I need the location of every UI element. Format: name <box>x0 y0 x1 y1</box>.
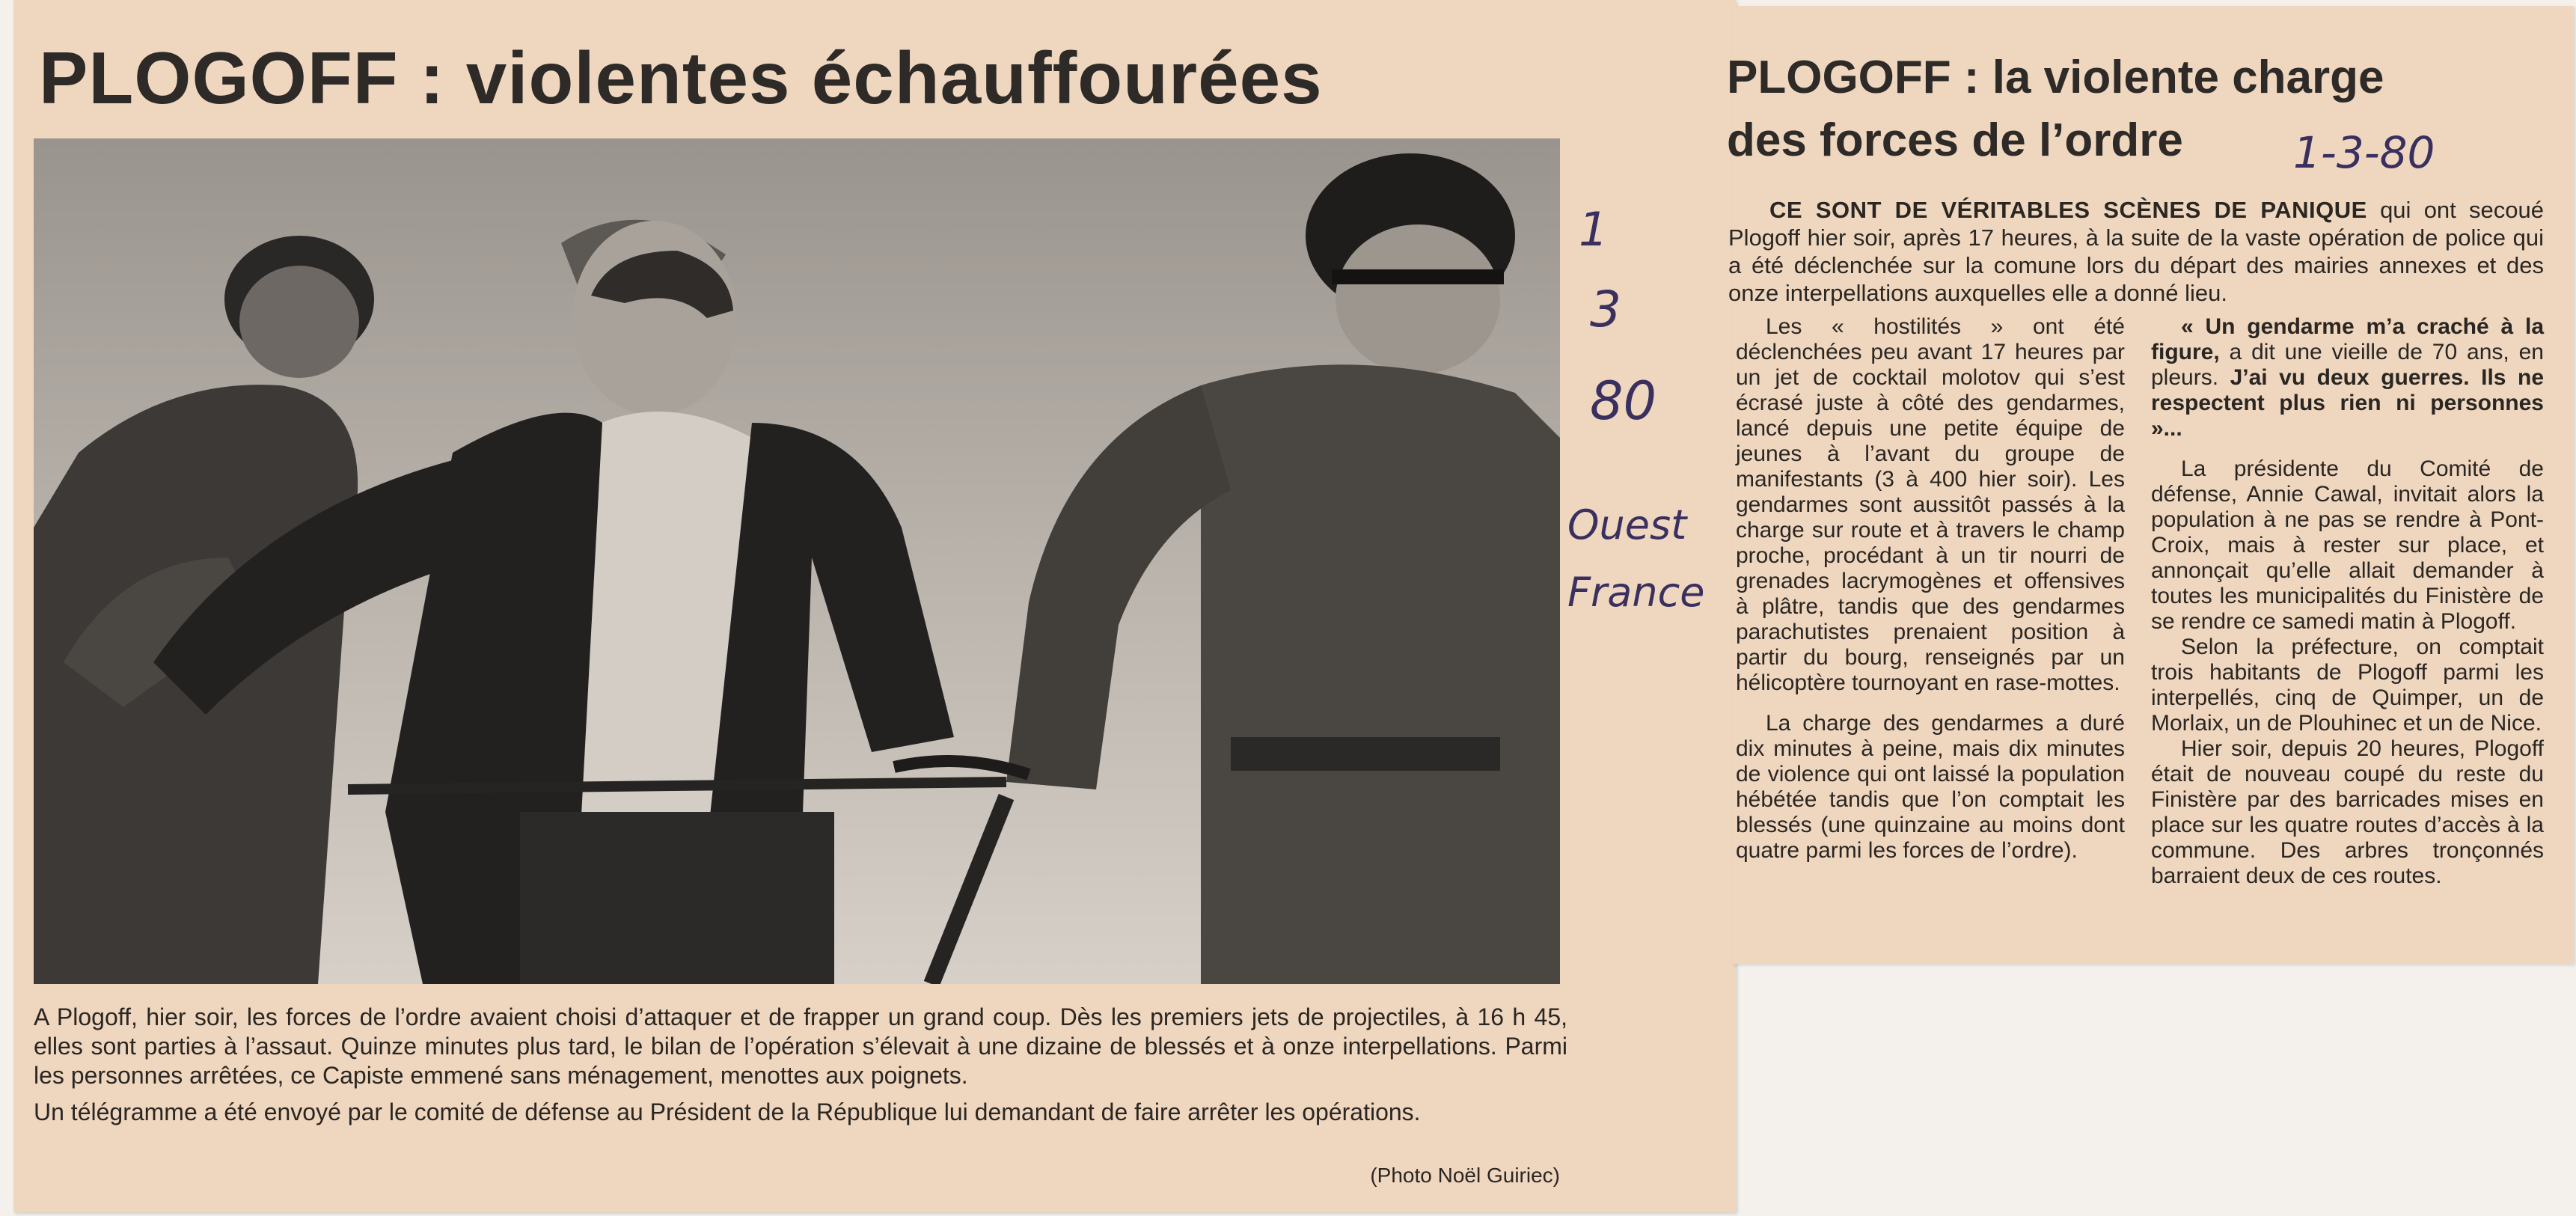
quote-part-a: « Un gendarme m’a craché à la figure, <box>2151 314 2544 364</box>
handwritten-month: 3 <box>1590 281 1621 338</box>
headline-right-line1: PLOGOFF : la violente charge <box>1727 52 2384 103</box>
column1-paragraph-1: Les « hostilités » ont été déclenchées peu avant 17 heures par un jet de cocktail molotov qui s’est écrasé juste à côté des gendarmes, lancé depuis une petite équipe de jeunes à l’avant du groupe de manifestants (3 à 400 hier soir). Les gendarmes sont aussitôt passés à la charge sur route et à travers le champ proche, procédant à un tir nourri de grenades lacrymogènes et offensives à plâtre, tandis que des gendarmes parachutistes prenaient position à partir du bourg, renseignés par un hélicoptère tournoyant en rase-mottes. <box>1736 314 2125 695</box>
column1-paragraph-2: La charge des gendarmes a duré dix minutes à peine, mais dix minutes de violence qui ont laissé la population hébétée tandis que l’on comptait les blessés (une quinzaine au moins dont quatre parmi les forces de l’ordre). <box>1736 711 2125 863</box>
handwritten-date-right: 1-3-80 <box>2293 127 2435 178</box>
quote-part-c: J’ai vu deux guerres. Ils ne respectent plus rien ni personnes »... <box>2151 365 2544 441</box>
headline-right <box>1727 46 2550 172</box>
caption-paragraph-1: A Plogoff, hier soir, les forces de l’ordre avaient choisi d’attaquer et de frapper un grand coup. Dès les premiers jets de projectiles, à 16 h 45, elles sont parties à l’assaut. Quinze minutes plus tard, le bilan de l’opération s’élevait à une dizaine de blessés et à onze interpellations. Parmi les personnes arrêtées, ce Capiste emmené sans ménagement, menottes aux poignets. <box>34 1003 1567 1089</box>
headline-right-line2: des forces de l’ordre <box>1727 114 2183 166</box>
handwritten-year: 80 <box>1590 370 1657 432</box>
article-column-2 <box>2151 314 2544 904</box>
column2-paragraph-4: Hier soir, depuis 20 heures, Plogoff était de nouveau coupé du reste du Finistère par des barricades mises en place sur les quatre routes d’accès à la commune. Des arbres tronçonnés barraient deux de ces routes. <box>2151 736 2544 888</box>
column2-paragraph-3: Selon la préfecture, on comptait trois habitants de Plogoff parmi les interpellés, cinq de Quimper, un de Morlaix, un de Plouhinec et un de Nice. <box>2151 635 2544 736</box>
column2-quote <box>2151 314 2544 442</box>
handwritten-day: 1 <box>1579 202 1609 257</box>
press-photo <box>34 138 1560 984</box>
photo-credit: (Photo Noël Guiriec) <box>1370 1164 1560 1187</box>
handwritten-source-line2: France <box>1567 569 1705 616</box>
lead-text: qui ont secoué Plogoff hier soir, après 17 heures, à la suite de la vaste opération de police qui a été déclenchée sur la comune lors du départ des mairies annexes et des onze interpellations auxquelles elle a donné lieu. <box>1728 197 2544 306</box>
photo-illustration <box>34 138 1560 984</box>
headline-left: PLOGOFF : violentes échauffourées <box>39 37 1323 119</box>
photo-caption <box>34 1003 1567 1134</box>
handwritten-source-line1: Ouest <box>1567 501 1687 549</box>
column2-paragraph-2: La présidente du Comité de défense, Annie Cawal, invitait alors la population à ne pas se rendre à Pont-Croix, mais à rester sur place, et annonçait qu’elle allait demander à toutes les municipalités du Finistère de se rendre ce samedi matin à Plogoff. <box>2151 456 2544 634</box>
article-column-1 <box>1736 314 2125 879</box>
lead-bold: CE SONT DE VÉRITABLES SCÈNES DE PANIQUE <box>1769 197 2367 223</box>
article-lead <box>1728 196 2544 307</box>
quote-part-b: a dit une vieille de 70 ans, en pleurs. <box>2151 340 2544 390</box>
caption-paragraph-2: Un télégramme a été envoyé par le comité de défense au Président de la République lui demandant de faire arrêter les opérations. <box>34 1099 1421 1125</box>
